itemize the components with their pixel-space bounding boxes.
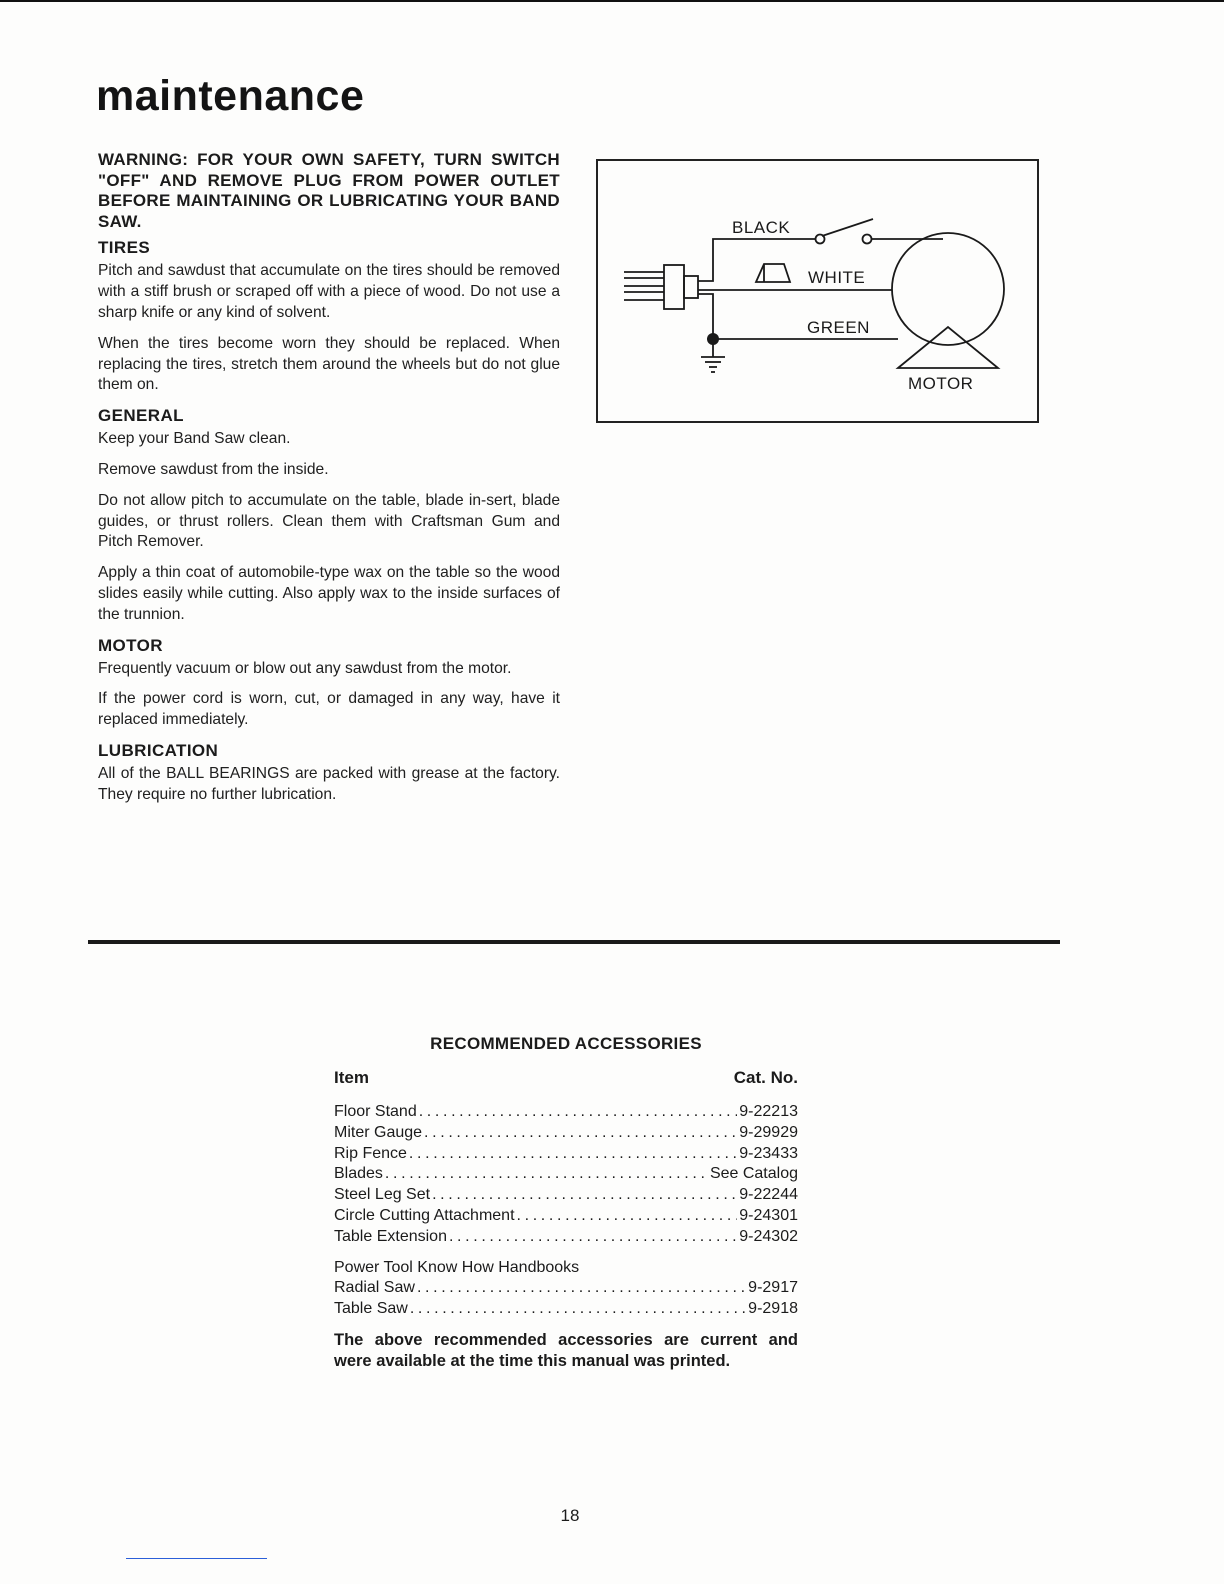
tires-heading: TIRES	[98, 238, 151, 258]
cat-no-column-header: Cat. No.	[733, 1068, 798, 1087]
accessories-header	[334, 1068, 798, 1088]
list-item	[334, 1185, 798, 1206]
leader-dots	[419, 1102, 738, 1123]
recommended-accessories	[334, 1034, 798, 1372]
section-divider	[88, 940, 1060, 944]
wiring-diagram	[596, 159, 1039, 423]
page-number: 18	[560, 1506, 580, 1525]
general-paragraph-3: Do not allow pitch to accumulate on the table, blade in-sert, blade guides, or thrust rollers. Clean them with Craftsman Gum and Pitch Remover.	[98, 491, 560, 551]
switch-contact-right	[863, 235, 872, 244]
handbooks-list	[334, 1278, 798, 1320]
leader-dots	[385, 1164, 708, 1185]
list-item	[334, 1102, 798, 1123]
list-item	[334, 1144, 798, 1165]
item-cat-no: 9-24301	[739, 1206, 798, 1224]
black-wire-label: BLACK	[732, 218, 791, 237]
handbooks-title: Power Tool Know How Handbooks	[334, 1258, 580, 1276]
leader-dots	[417, 1278, 746, 1299]
list-item	[334, 1164, 798, 1185]
item-cat-no: See Catalog	[709, 1165, 798, 1183]
item-name: Rip Fence	[334, 1144, 407, 1162]
ground-junction	[707, 333, 719, 345]
list-item	[334, 1278, 798, 1299]
switch-lever	[822, 219, 873, 236]
white-wire-label: WHITE	[808, 268, 866, 287]
leader-dots	[410, 1299, 746, 1320]
item-column-header: Item	[334, 1068, 369, 1087]
leader-dots	[449, 1227, 737, 1248]
item-name: Blades	[334, 1165, 383, 1183]
black-wire	[698, 239, 816, 281]
motor-paragraph-1: Frequently vacuum or blow out any sawdust from the motor.	[98, 659, 512, 677]
item-name: Miter Gauge	[334, 1123, 423, 1141]
list-item	[334, 1227, 798, 1248]
leader-dots	[432, 1185, 737, 1206]
item-name: Floor Stand	[334, 1103, 417, 1120]
accessories-title: RECOMMENDED ACCESSORIES	[430, 1034, 702, 1053]
item-cat-no: 9-29929	[739, 1123, 798, 1141]
leader-dots	[424, 1123, 737, 1144]
motor-paragraph-2: If the power cord is worn, cut, or damaged in any way, have it replaced immediately.	[98, 690, 560, 729]
footer-link-underline	[126, 1558, 267, 1559]
protector-symbol	[756, 264, 790, 282]
item-name: Table Saw	[334, 1300, 408, 1318]
motor-heading: MOTOR	[98, 635, 163, 655]
general-paragraph-1: Keep your Band Saw clean.	[98, 430, 291, 448]
tires-paragraph-2: When the tires become worn they should be replaced. When replacing the tires, stretch them around the wheels but do not glue them on.	[98, 334, 560, 394]
plug-body	[664, 265, 684, 309]
safety-warning: WARNING: FOR YOUR OWN SAFETY, TURN SWITCH "OFF" AND REMOVE PLUG FROM POWER OUTLET BEFORE MAINTAINING OR LUBRICATING YOUR BAND SAW.	[98, 150, 560, 231]
lubrication-heading: LUBRICATION	[98, 740, 219, 760]
general-paragraph-2: Remove sawdust from the inside.	[98, 460, 329, 478]
item-name: Steel Leg Set	[334, 1186, 431, 1204]
page-title: maintenance	[96, 72, 365, 120]
list-item	[334, 1299, 798, 1320]
accessories-list	[334, 1102, 798, 1248]
item-cat-no: 9-2917	[748, 1279, 798, 1297]
item-name: Table Extension	[334, 1227, 447, 1245]
general-heading: GENERAL	[98, 406, 184, 426]
item-cat-no: 9-24302	[739, 1227, 798, 1245]
top-rule	[0, 0, 1224, 2]
item-name: Circle Cutting Attachment	[334, 1206, 515, 1224]
maintenance-text-column	[98, 150, 560, 816]
leader-dots	[409, 1144, 737, 1165]
plug-neck	[684, 276, 698, 298]
lubrication-paragraph-1: All of the BALL BEARINGS are packed with grease at the factory. They require no further lubrication.	[98, 764, 560, 803]
list-item	[334, 1206, 798, 1227]
item-cat-no: 9-23433	[739, 1144, 798, 1162]
item-cat-no: 9-22244	[739, 1186, 798, 1204]
item-name: Radial Saw	[334, 1279, 415, 1297]
accessories-note: The above recommended accessories are current and were available at the time this manual was printed.	[334, 1330, 798, 1370]
list-item	[334, 1123, 798, 1144]
tires-paragraph-1: Pitch and sawdust that accumulate on the tires should be removed with a stiff brush or scraped off with a piece of wood. Do not use a sharp knife or any kind of solvent.	[98, 262, 560, 321]
item-cat-no: 9-22213	[739, 1103, 798, 1120]
motor-label: MOTOR	[908, 374, 974, 393]
item-cat-no: 9-2918	[748, 1300, 798, 1318]
green-wire-label: GREEN	[807, 318, 870, 337]
motor-circle	[892, 233, 1004, 345]
wiring-diagram-drawing	[598, 161, 1041, 425]
leader-dots	[517, 1206, 738, 1227]
general-paragraph-4: Apply a thin coat of automobile-type wax on the table so the wood slides easily while cutting. Also apply wax to the inside surfaces of the trunnion.	[98, 564, 560, 623]
